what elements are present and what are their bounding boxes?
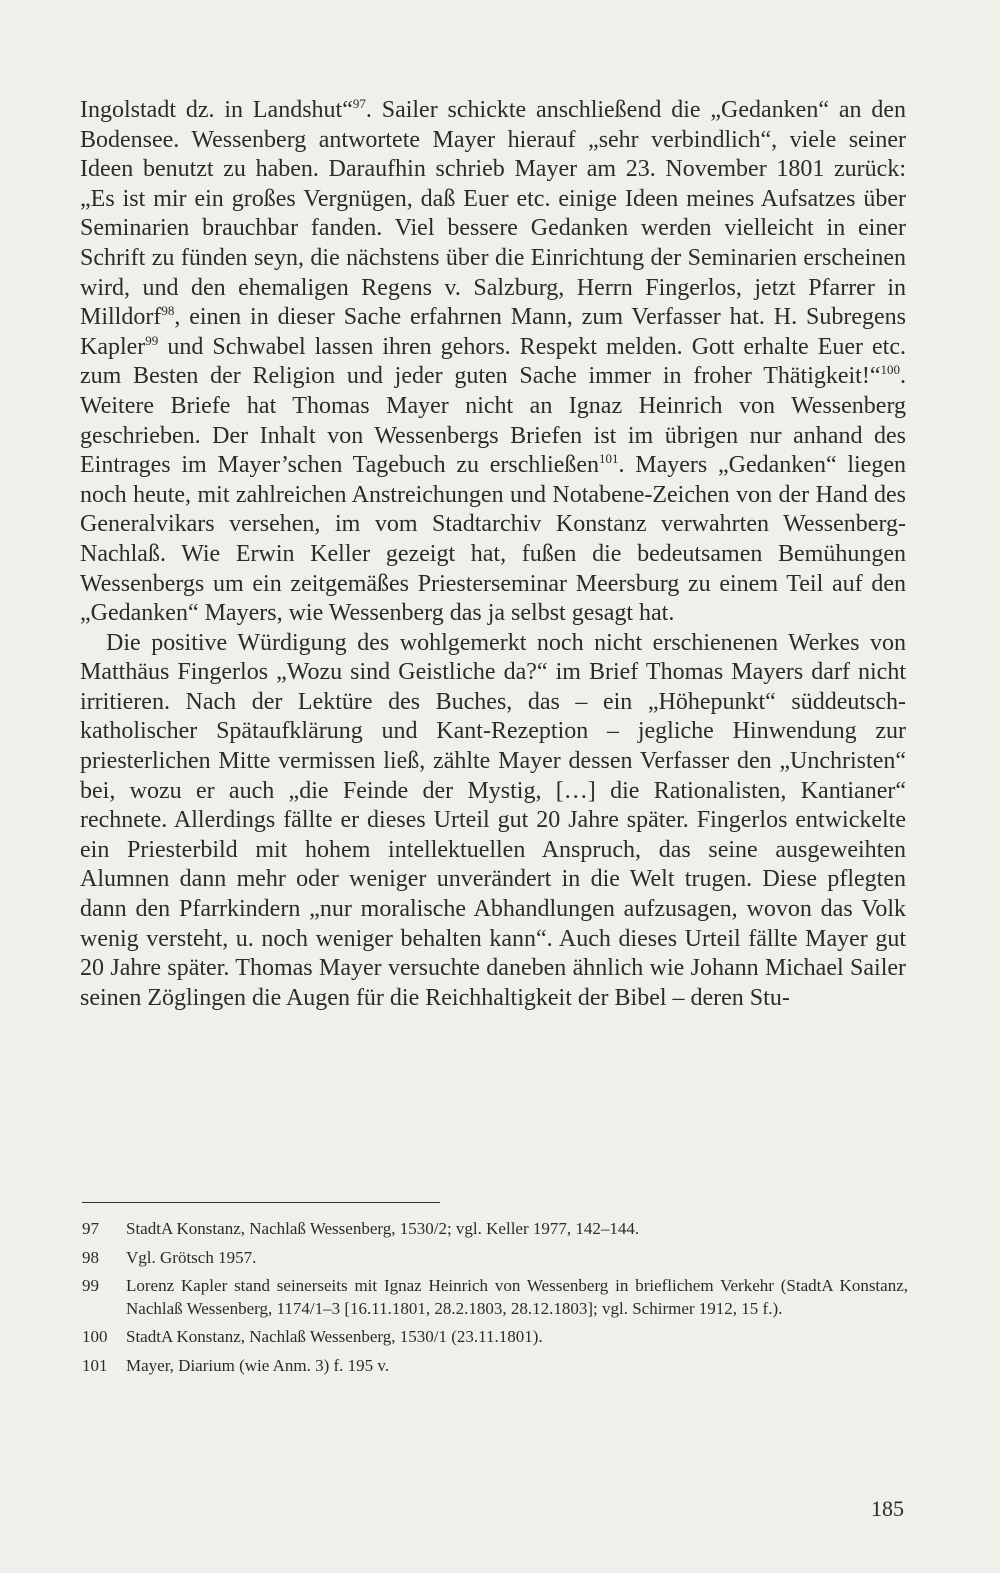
footnotes	[82, 1218, 908, 1383]
text-run: . Weitere Briefe hat Thomas Mayer nicht an Ignaz Heinrich von Wessenberg geschrieben. Der Inhalt von Wessenbergs Briefen ist im übrigen nur anhand des Eintrages im Mayer’schen Tagebuch zu erschließen	[80, 363, 906, 479]
footnote-reference: 98	[161, 303, 175, 319]
page-number: 185	[871, 1496, 904, 1521]
footnote-number: 98	[82, 1247, 99, 1267]
footnote-separator	[82, 1202, 440, 1203]
text-run: , einen in dieser Sache erfahrnen Mann, zum Verfasser hat. H. Subregens Kapler	[80, 304, 906, 360]
footnote-text: Mayer, Diarium (wie Anm. 3) f. 195 v.	[126, 1355, 390, 1375]
footnote-text: StadtA Konstanz, Nachlaß Wessenberg, 1530/1 (23.11.1801).	[126, 1327, 543, 1346]
footnote-reference: 100	[880, 362, 900, 378]
paragraph	[80, 96, 906, 629]
text-run: . Sailer schickte anschließend die „Gedanken“ an den Bodensee. Wessenberg antwortete Mayer hierauf „sehr verbindlich“, viele seiner Ideen benutzt zu haben. Daraufhin schrieb Mayer am 23. November 1801 zurück: „Es ist mir ein großes Vergnügen, daß Euer etc. einige Ideen meines Aufsatzes über Seminarien brauchbar fanden. Viel bessere Gedanken werden vielleicht in einer Schrift zu fünden seyn, die nächstens über die Einrichtung der Seminarien erscheinen wird, und den ehemaligen Regens v. Salzburg, Herrn Fingerlos, jetzt Pfarrer in Milldorf	[80, 97, 906, 331]
text-run: Die positive Würdigung des wohlgemerkt noch nicht erschienenen Werkes von Matthäus Fingerlos „Wozu sind Geistliche da?“ im Brief Thomas Mayers darf nicht irritieren. Nach der Lektüre des Buches, das – ein „Höhepunkt“ süddeutsch-katholischer Spätaufklärung und Kant-Rezeption – jegliche Hinwendung zur priesterlichen Mitte vermissen ließ, zählte Mayer dessen Verfasser den „Unchristen“ bei, wozu er auch „die Feinde der Mystig, […] die Rationalisten, Kantianer“ rechnete. Allerdings fällte er dieses Urteil gut 20 Jahre später. Fingerlos entwickelte ein Priesterbild mit hohem intellektuellen Anspruch, das seine ausgeweihten Alumnen dann mehr oder weniger unverändert in die Welt trugen. Diese pflegten dann den Pfarrkindern „nur moralische Abhandlungen aufzusagen, wovon das Volk wenig versteht, u. noch weniger behalten kann“. Auch dieses Urteil fällte Mayer gut 20 Jahre später. Thomas Mayer versuchte daneben ähnlich wie Johann Michael Sailer seinen Zöglingen die Augen für die Reichhaltigkeit der Bibel – deren Stu-	[80, 629, 906, 1011]
footnote-text: StadtA Konstanz, Nachlaß Wessenberg, 1530/2; vgl. Keller 1977, 142–144.	[126, 1219, 640, 1238]
footnote	[82, 1355, 908, 1378]
footnote-number: 97	[82, 1219, 99, 1238]
footnote-number: 100	[82, 1327, 108, 1346]
text-run: Ingolstadt dz. in Landshut“	[80, 97, 353, 123]
main-text	[80, 96, 906, 1013]
footnote-reference: 97	[352, 96, 366, 111]
footnote-reference: 101	[599, 451, 619, 467]
footnote-number: 99	[82, 1276, 99, 1295]
footnote-reference: 99	[145, 332, 159, 348]
footnote-text: Vgl. Grötsch 1957.	[126, 1247, 257, 1267]
footnote	[82, 1247, 908, 1270]
text-run: und Schwabel lassen ihren gehors. Respekt melden. Gott erhalte Euer etc. zum Besten der Religion und jeder guten Sache immer in froher Thätigkeit!“	[80, 333, 906, 390]
footnote-number: 101	[82, 1355, 108, 1375]
text-run: . Mayers „Gedanken“ liegen noch heute, mit zahlreichen Anstreichungen und Notabene-Zeichen von der Hand des Generalvikars versehen, im vom Stadtarchiv Konstanz verwahrten Wessenberg-Nachlaß. Wie Erwin Keller gezeigt hat, fußen die bedeutsamen Bemühungen Wessenbergs um ein zeitgemäßes Priesterseminar Meersburg zu einem Teil auf den „Gedanken“ Mayers, wie Wessenberg das ja selbst gesagt hat.	[80, 452, 906, 627]
paragraph	[80, 629, 906, 1014]
footnote	[82, 1326, 908, 1349]
footnote-text: Lorenz Kapler stand seinerseits mit Ignaz Heinrich von Wessenberg in brieflichem Verkehr (StadtA Konstanz, Nachlaß Wessenberg, 1174/1–3 [16.11.1801, 28.2.1803, 28.12.1803]; vgl. Schirmer 1912, 15 f.).	[126, 1276, 908, 1318]
footnote	[82, 1275, 908, 1320]
footnote	[82, 1218, 908, 1241]
